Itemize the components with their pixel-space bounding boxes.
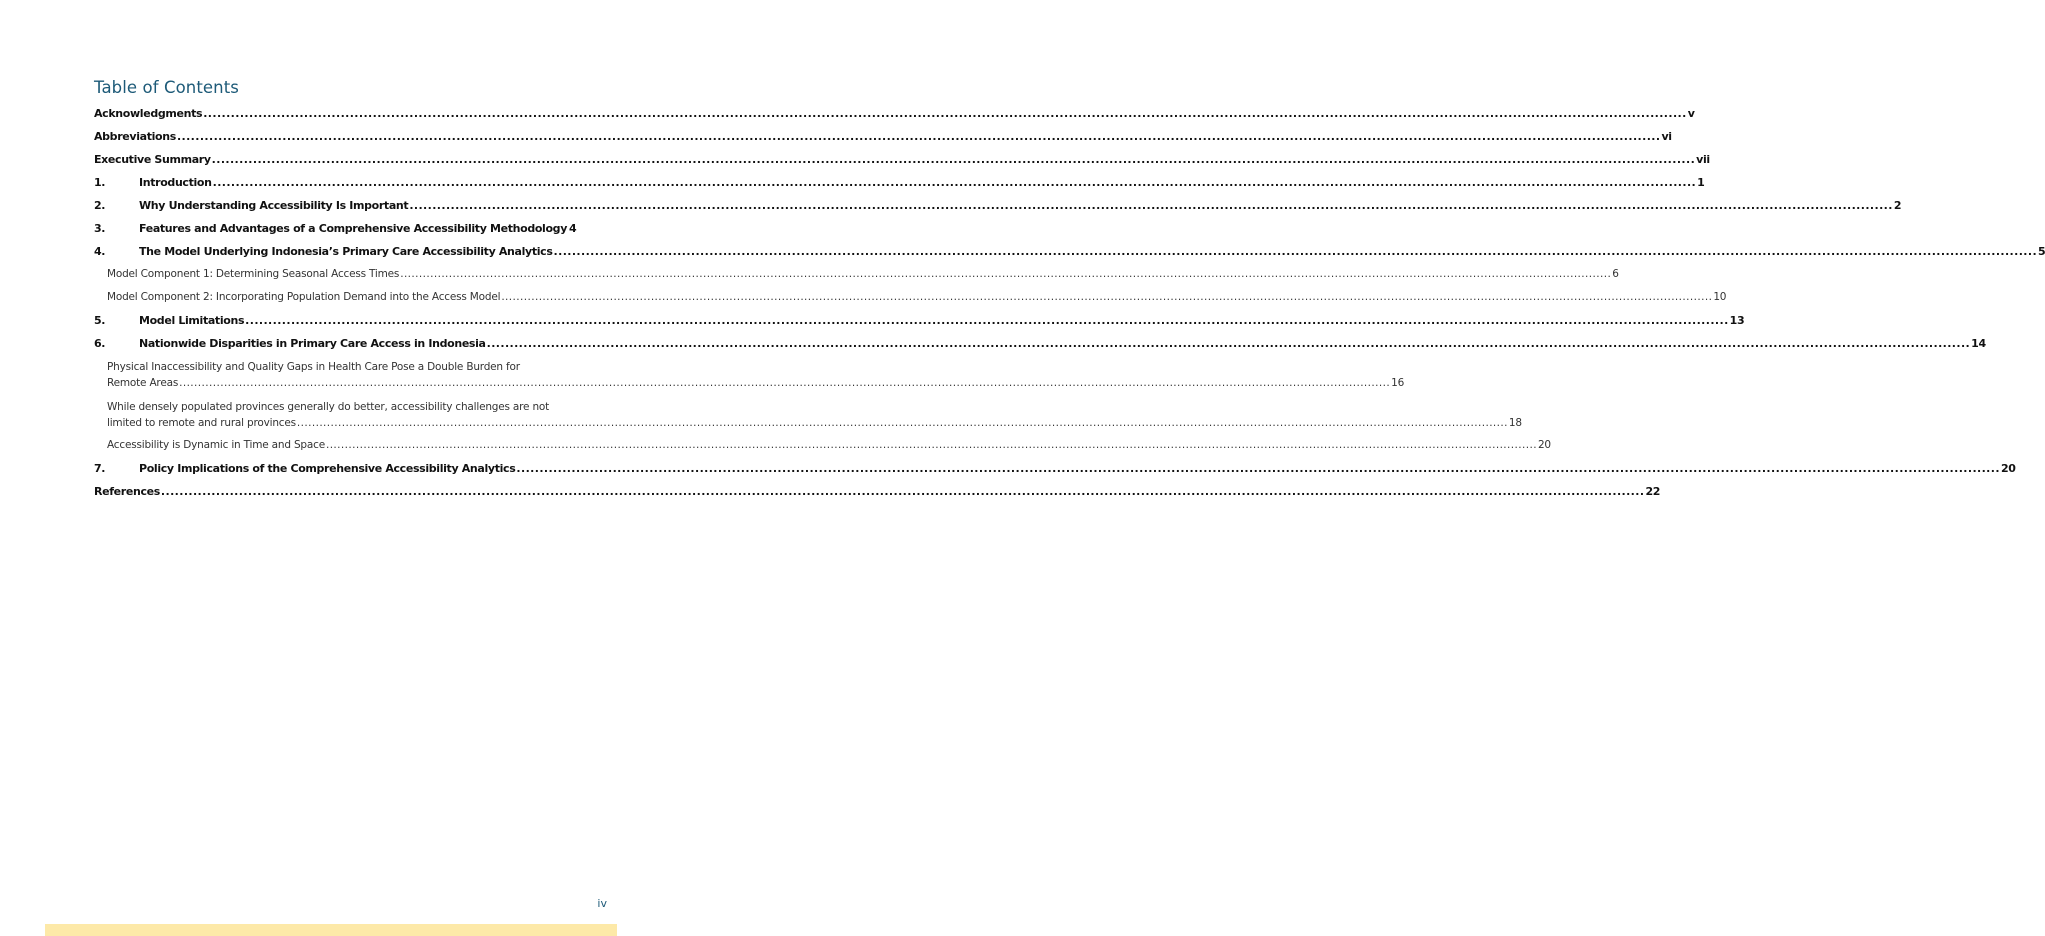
dot-leader xyxy=(516,462,2000,475)
toc-entry-page: 20 xyxy=(1537,439,1551,451)
toc-entry-number: 7. xyxy=(94,462,106,475)
toc-entry-features[interactable] xyxy=(94,222,577,235)
toc-entry-page: vi xyxy=(1661,130,1672,143)
toc-entry-introduction[interactable] xyxy=(94,176,1705,189)
toc-entry-title-line1: While densely populated provinces generally do better, accessibility challenges are not xyxy=(107,401,550,413)
toc-entry-physical-inaccessibility[interactable] xyxy=(107,359,1405,391)
toc-entry-title: References xyxy=(94,485,160,498)
toc-heading: Table of Contents xyxy=(94,78,239,97)
toc-entry-page: 18 xyxy=(1508,417,1522,429)
toc-entry-title-line2: limited to remote and rural provinces xyxy=(107,417,296,429)
toc-entry-title: Executive Summary xyxy=(94,153,211,166)
toc-entry-references[interactable] xyxy=(94,485,1661,498)
dot-leader xyxy=(161,485,1645,498)
toc-entry-model[interactable] xyxy=(94,245,2045,258)
toc-entry-nationwide-disparities[interactable] xyxy=(94,337,1986,350)
toc-entry-model-component-2[interactable] xyxy=(107,291,1727,303)
toc-entry-page: 20 xyxy=(2000,462,2016,475)
toc-entry-accessibility-dynamic[interactable] xyxy=(107,439,1551,451)
toc-entry-line2 xyxy=(107,415,1522,431)
dot-leader xyxy=(203,107,1687,120)
toc-entry-page: vii xyxy=(1696,153,1710,166)
toc-entry-page: 13 xyxy=(1729,314,1745,327)
toc-entry-title: Features and Advantages of a Comprehensive Accessibility Methodology xyxy=(139,222,568,235)
toc-entry-title: Abbreviations xyxy=(94,130,176,143)
toc-entry-page: 22 xyxy=(1645,485,1661,498)
toc-entry-title: Model Component 2: Incorporating Population Demand into the Access Model xyxy=(107,291,501,303)
toc-entry-page: 6 xyxy=(1612,268,1619,280)
dot-leader xyxy=(297,415,1508,431)
dot-leader xyxy=(487,337,1971,350)
page-number: iv xyxy=(597,897,607,910)
toc-entry-title: Model Component 1: Determining Seasonal Access Times xyxy=(107,268,400,280)
toc-entry-page: 1 xyxy=(1697,176,1705,189)
toc-entry-title: Nationwide Disparities in Primary Care Access in Indonesia xyxy=(139,337,486,350)
toc-entry-page: 10 xyxy=(1713,291,1727,303)
toc-entry-line2 xyxy=(107,375,1405,391)
toc-entry-why-accessibility[interactable] xyxy=(94,199,1902,212)
dot-leader xyxy=(177,130,1661,143)
toc-entry-number: 4. xyxy=(94,245,106,258)
toc-entry-title-line2: Remote Areas xyxy=(107,377,179,389)
toc-entry-title: Model Limitations xyxy=(139,314,245,327)
toc-entry-title: Why Understanding Accessibility Is Important xyxy=(139,199,409,212)
toc-entry-page: 5 xyxy=(2038,245,2045,258)
dot-leader xyxy=(326,439,1537,451)
toc-entry-number: 3. xyxy=(94,222,106,235)
toc-entry-number: 2. xyxy=(94,199,106,212)
dot-leader xyxy=(501,291,1712,303)
toc-entry-title: Acknowledgments xyxy=(94,107,203,120)
toc-entry-page: 14 xyxy=(1971,337,1986,350)
toc-entry-model-component-1[interactable] xyxy=(107,268,1619,280)
toc-entry-number: 5. xyxy=(94,314,106,327)
toc-entry-policy-implications[interactable] xyxy=(94,462,2016,475)
dot-leader xyxy=(212,153,1696,166)
dot-leader xyxy=(554,245,2038,258)
toc-entry-acknowledgments[interactable] xyxy=(94,107,1695,120)
toc-entry-title: Accessibility is Dynamic in Time and Space xyxy=(107,439,325,451)
dot-leader xyxy=(245,314,1729,327)
toc-entry-title-line1: Physical Inaccessibility and Quality Gaps in Health Care Pose a Double Burden for xyxy=(107,361,520,373)
toc-entry-title: Introduction xyxy=(139,176,212,189)
toc-entry-number: 6. xyxy=(94,337,106,350)
dot-leader xyxy=(409,199,1893,212)
toc-entry-page: 2 xyxy=(1893,199,1902,212)
toc-entry-executive-summary[interactable] xyxy=(94,153,1710,166)
toc-entry-model-limitations[interactable] xyxy=(94,314,1745,327)
toc-entry-title: The Model Underlying Indonesia’s Primary Care Accessibility Analytics xyxy=(139,245,553,258)
toc-entry-page: 4 xyxy=(569,222,577,235)
toc-entry-abbreviations[interactable] xyxy=(94,130,1672,143)
toc-entry-page: 16 xyxy=(1391,377,1405,389)
dot-leader xyxy=(179,375,1390,391)
footer-bar xyxy=(45,924,617,936)
dot-leader xyxy=(400,268,1611,280)
toc-entry-page: v xyxy=(1687,107,1695,120)
dot-leader xyxy=(213,176,1697,189)
toc-entry-densely-populated[interactable] xyxy=(107,399,1522,431)
toc-entry-title: Policy Implications of the Comprehensive Accessibility Analytics xyxy=(139,462,516,475)
toc-entry-number: 1. xyxy=(94,176,106,189)
